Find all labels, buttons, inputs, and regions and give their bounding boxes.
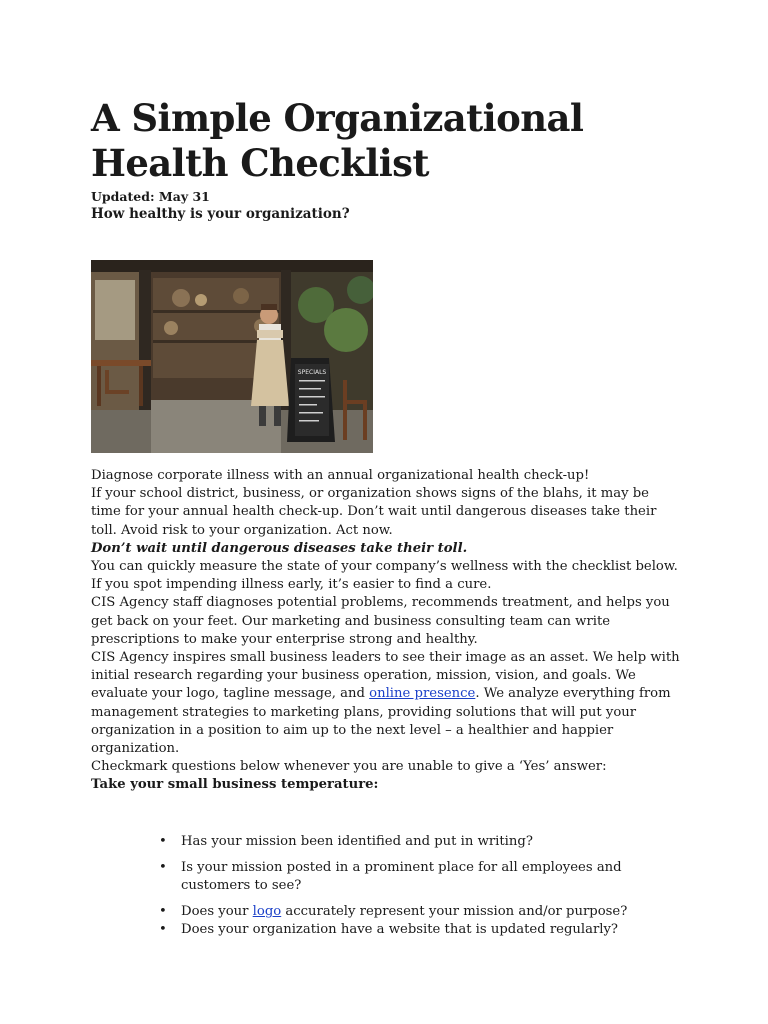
health-checklist [91,833,681,940]
list-item [159,859,681,895]
list-item-text-end: accurately represent your mission and/or purpose? [281,904,628,920]
section-heading-temperature: Take your small business temperature: [91,777,379,793]
logo-link[interactable]: logo [252,904,282,920]
updated-date: Updated: May 31 [91,189,210,204]
article-body [91,467,681,940]
paragraph-emphasis: Don’t wait until dangerous diseases take their toll. [91,540,468,556]
bullet-icon: • [159,833,167,849]
paragraph-inspires-text-end: . We analyze everything from management strategies to marketing plans, providing solutions that will put your organization in a position to aim up to the next level – a healthier and happier organization. [91,686,671,757]
list-item-text: Is your mission posted in a prominent place for all employees and customers to see? [181,859,622,894]
online-presence-link[interactable]: online presence [369,686,476,702]
paragraph-inspires-text-start: CIS Agency inspires small business leaders to see their image as an asset. We help with initial research regarding your business operation, mission, vision, and goals. We evaluate your logo, tagline message, and [91,650,680,702]
chalkboard-heading: SPECIALS [297,369,327,376]
paragraph-measure: You can quickly measure the state of your company’s wellness with the checklist below. If you spot impending illness early, it’s easier to find a cure. [91,559,678,593]
paragraph-inspires [91,649,681,758]
article-subtitle: How healthy is your organization? [91,206,350,222]
list-item-text: Does your organization have a website that is updated regularly? [181,922,619,938]
paragraph-diagnoses: CIS Agency staff diagnoses potential problems, recommends treatment, and helps you get back on your feet. Our marketing and business consulting team can write prescriptions to make your enterprise strong and healthy. [91,595,670,647]
cafe-photo-illustration [91,260,373,453]
page-title: A Simple Organizational Health Checklist [91,96,584,185]
bullet-icon: • [159,922,167,938]
paragraph-checkmark-instructions: Checkmark questions below whenever you are unable to give a ‘Yes’ answer: [91,759,607,775]
list-item-text: Has your mission been identified and put in writing? [181,833,533,849]
paragraph-signs: If your school district, business, or organization shows signs of the blahs, it may be time for your annual health check-up. Don’t wait until dangerous diseases take their toll. Avoid risk to your organization. Act now. [91,486,657,538]
list-item [159,833,681,851]
list-item [159,921,681,939]
paragraph-intro: Diagnose corporate illness with an annual organizational health check-up! [91,468,590,483]
bullet-icon: • [159,859,167,875]
bullet-icon: • [159,904,167,920]
list-item-text-start: Does your [181,904,253,920]
cafe-owner-photo [91,260,373,453]
article [91,96,681,940]
list-item [159,903,681,921]
